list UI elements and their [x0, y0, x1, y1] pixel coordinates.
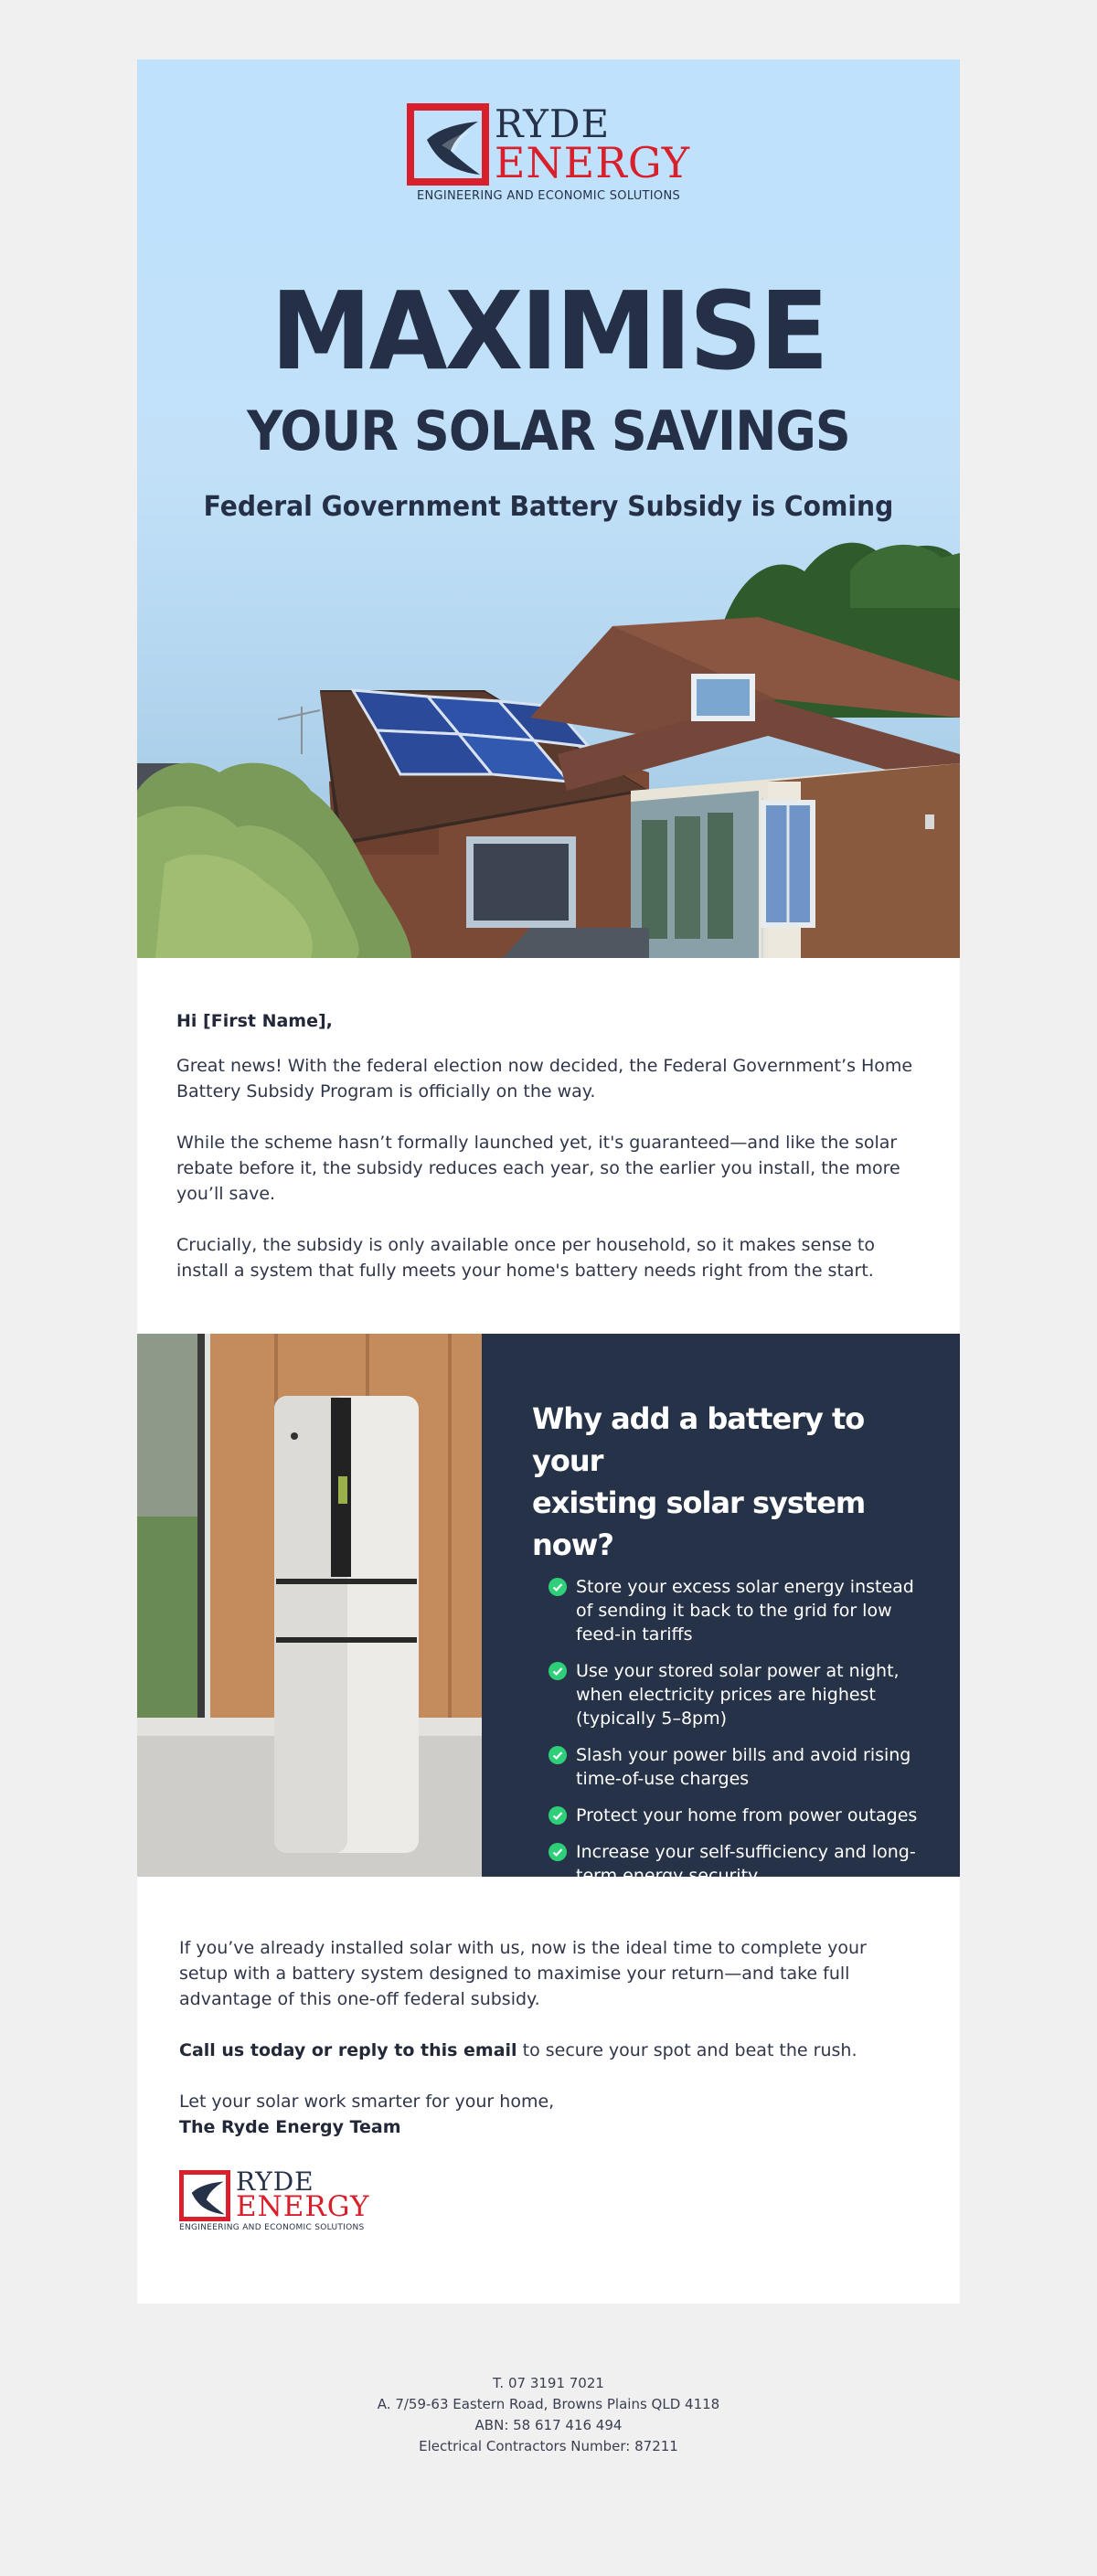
- hero-tagline: Federal Government Battery Subsidy is Coming: [203, 491, 894, 523]
- call-to-action: [179, 2038, 918, 2063]
- benefit-item: [548, 1575, 923, 1646]
- hero-logo: [137, 103, 960, 203]
- hero-subtitle: YOUR SOLAR SAVINGS: [247, 399, 850, 463]
- benefit-item: [548, 1659, 923, 1730]
- home-battery-image: [137, 1334, 482, 1877]
- hero-banner: [137, 59, 960, 958]
- intro-section: [137, 958, 960, 1334]
- logo-tagline: ENGINEERING AND ECONOMIC SOLUTIONS: [416, 189, 681, 203]
- check-circle-icon: [548, 1746, 567, 1764]
- benefits-panel: [482, 1334, 960, 1886]
- logo-energy-text: ENERGY: [236, 2190, 370, 2223]
- benefit-text: Store your excess solar energy instead of sending it back to the grid for low feed-in tariffs: [576, 1577, 914, 1645]
- footer-logo: [179, 2166, 918, 2304]
- footer-abn: ABN: 58 617 416 494: [474, 2417, 623, 2433]
- cta-bold-text: Call us today or reply to this email: [179, 2040, 517, 2060]
- benefits-list: [532, 1575, 923, 1888]
- footer-license: Electrical Contractors Number: 87211: [419, 2438, 678, 2454]
- footer-address: A. 7/59-63 Eastern Road, Browns Plains QLD 4118: [377, 2396, 720, 2412]
- ryde-energy-logo-icon: [407, 103, 489, 186]
- ryde-energy-logo-icon: [179, 2170, 230, 2221]
- benefit-item: [548, 1804, 923, 1827]
- check-circle-icon: [548, 1662, 567, 1680]
- closing-paragraph: If you’ve already installed solar with us, now is the ideal time to complete your setup with a battery system designed to maximise your return—and take full advantage of this one-off federal subsidy.: [179, 1938, 867, 2009]
- logo-ryde-text: RYDE: [236, 2166, 314, 2197]
- check-circle-icon: [548, 1843, 567, 1861]
- cta-rest-text: to secure your spot and beat the rush.: [517, 2040, 857, 2060]
- intro-paragraph-2: While the scheme hasn’t formally launched yet, it's guaranteed—and like the solar rebate before it, the subsidy reduces each year, so the earlier you install, the more you’ll save.: [176, 1133, 900, 1204]
- signoff: Let your solar work smarter for your home,: [179, 2092, 555, 2112]
- benefit-text: Protect your home from power outages: [576, 1805, 918, 1826]
- hero-title: MAXIMISE: [271, 268, 826, 394]
- logo-tagline: ENGINEERING AND ECONOMIC SOLUTIONS: [179, 2223, 365, 2232]
- contact-footer: [0, 2373, 1097, 2457]
- footer-phone: T. 07 3191 7021: [493, 2375, 604, 2391]
- logo-ryde-text: RYDE: [494, 101, 611, 146]
- logo-energy-text: ENERGY: [494, 138, 691, 187]
- benefit-text: Use your stored solar power at night, when electricity prices are highest (typically 5–8pm): [576, 1661, 900, 1729]
- intro-paragraph-1: Great news! With the federal election now decided, the Federal Government’s Home Battery Subsidy Program is officially on the way.: [176, 1056, 913, 1102]
- benefits-heading-line-2: existing solar system now?: [532, 1485, 866, 1562]
- email-container: [137, 59, 960, 2304]
- battery-benefits-section: [137, 1334, 960, 1886]
- benefits-heading-line-1: Why add a battery to your: [532, 1401, 865, 1478]
- team-signature: The Ryde Energy Team: [179, 2117, 401, 2137]
- benefit-text: Increase your self-sufficiency and long-term energy security: [576, 1842, 916, 1886]
- benefit-item: [548, 1840, 923, 1888]
- check-circle-icon: [548, 1806, 567, 1825]
- check-circle-icon: [548, 1578, 567, 1596]
- closing-section: [137, 1877, 960, 2304]
- intro-paragraph-3: Crucially, the subsidy is only available once per household, so it makes sense to install a system that fully meets your home's battery needs right from the start.: [176, 1235, 875, 1281]
- battery-photo: [137, 1334, 482, 1877]
- benefit-item: [548, 1743, 923, 1791]
- greeting: Hi [First Name],: [176, 1011, 333, 1031]
- benefit-text: Slash your power bills and avoid rising time-of-use charges: [576, 1745, 911, 1789]
- benefits-heading: [532, 1398, 923, 1566]
